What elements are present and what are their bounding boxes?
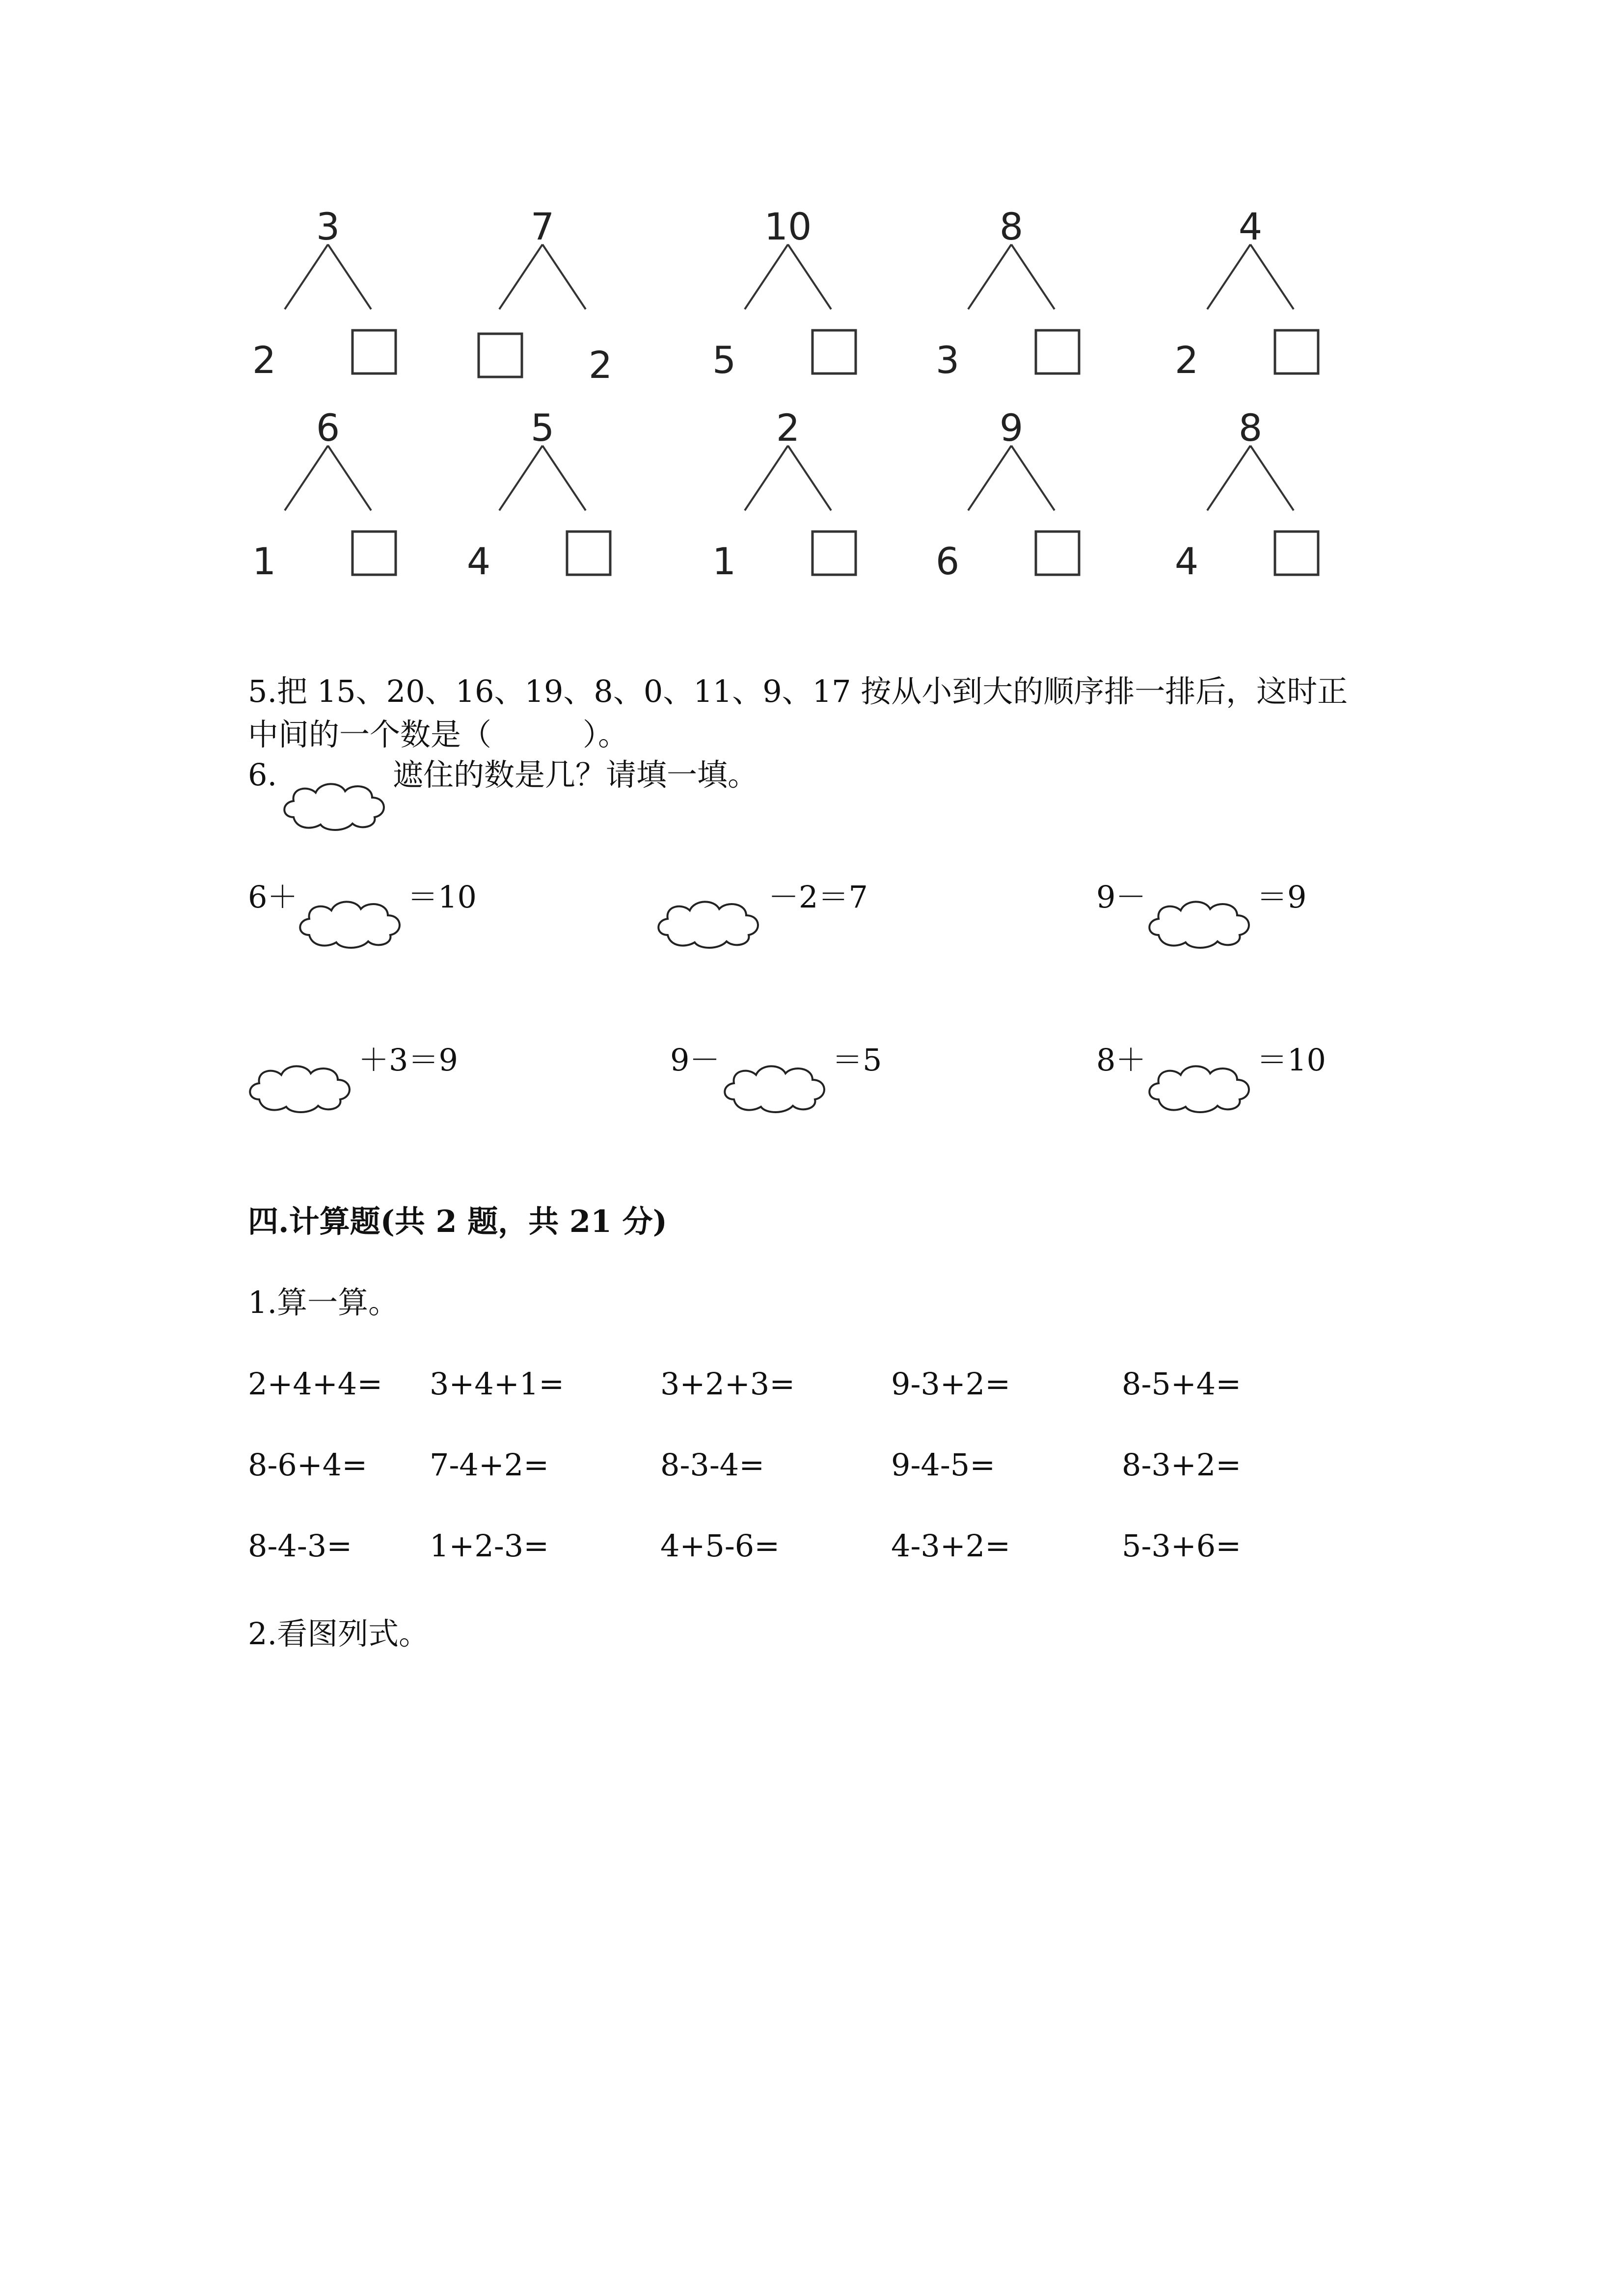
bond-top-number: 4 (1238, 205, 1263, 248)
cloud-icon (295, 893, 407, 952)
number-bond (467, 406, 610, 583)
bond-left-number: 1 (252, 539, 276, 583)
calc-expression: 9-3+2= (891, 1366, 1011, 1402)
number-bond (252, 406, 396, 583)
bond-left-branch (968, 244, 1011, 309)
bond-top-number: 10 (764, 205, 812, 248)
equation-after: ＝5 (832, 1042, 882, 1078)
calc-expression: 8-3+2= (1122, 1447, 1242, 1483)
bond-left-number: 2 (252, 338, 276, 382)
equation-after: ＋3＝9 (358, 1042, 458, 1078)
bond-top-number: 2 (776, 406, 800, 450)
cloud-icon (1144, 1058, 1257, 1117)
bond-left-branch (285, 244, 328, 309)
bond-left-branch (745, 446, 788, 510)
equation-after: ＝10 (407, 879, 477, 915)
bond-left-number: 3 (935, 338, 960, 382)
calc-expression: 8-4-3= (248, 1528, 352, 1564)
bond-top-number: 3 (316, 205, 340, 248)
bond-left-branch (285, 446, 328, 510)
number-bonds-figure (0, 0, 1624, 638)
answer-box (1036, 532, 1079, 575)
bond-top-number: 8 (999, 205, 1024, 248)
number-bond (252, 205, 396, 382)
answer-box (567, 532, 610, 575)
calc-expression: 8-3-4= (660, 1447, 765, 1483)
calc-expression: 7-4+2= (430, 1447, 549, 1483)
bond-left-number: 2 (1174, 338, 1199, 382)
answer-box (812, 330, 856, 374)
cloud-icon (719, 1058, 832, 1117)
number-bond (1175, 406, 1318, 583)
calc-expression: 1+2-3= (430, 1528, 549, 1564)
calc-expression: 2+4+4= (248, 1366, 383, 1402)
answer-box (352, 532, 396, 575)
question-5-line2: 中间的一个数是（ ）。 (248, 717, 629, 752)
answer-box (1275, 330, 1318, 374)
bond-right-branch (542, 244, 586, 309)
answer-box (1275, 532, 1318, 575)
bond-left-branch (1207, 244, 1250, 309)
calc-expression: 3+4+1= (430, 1366, 565, 1402)
bond-left-number: 6 (935, 539, 960, 583)
equation-after: －2＝7 (768, 879, 868, 915)
equation-before: 6＋ (248, 879, 298, 915)
bond-right-number: 2 (588, 343, 613, 387)
section-4-question-1: 1.算一算。 (248, 1284, 399, 1320)
bond-right-branch (1250, 244, 1294, 309)
bond-right-branch (542, 446, 586, 510)
equation-before: 8＋ (1096, 1042, 1146, 1078)
bond-right-branch (328, 446, 371, 510)
bond-top-number: 7 (530, 205, 555, 248)
answer-box (812, 532, 856, 575)
bond-right-branch (788, 446, 831, 510)
bond-left-number: 1 (712, 539, 736, 583)
question-6-number: 6. (248, 757, 277, 793)
bond-left-branch (745, 244, 788, 309)
number-bond (1175, 205, 1318, 382)
bond-left-number: 4 (466, 539, 491, 583)
bond-left-branch (499, 244, 542, 309)
question-5-line1: 5.把 15、20、16、19、8、0、11、9、17 按从小到大的顺序排一排后，这时正 (248, 673, 1348, 709)
cloud-icon (244, 1058, 357, 1117)
equation-after: ＝9 (1257, 879, 1307, 915)
bond-right-branch (1011, 446, 1055, 510)
equation-after: ＝10 (1257, 1042, 1326, 1078)
bond-left-branch (499, 446, 542, 510)
cloud-icon (279, 775, 392, 834)
bond-top-number: 8 (1238, 406, 1263, 450)
number-bond (479, 205, 612, 387)
cloud-icon (653, 893, 766, 952)
bond-right-branch (788, 244, 831, 309)
number-bond (936, 406, 1079, 583)
bond-top-number: 6 (316, 406, 340, 450)
answer-box (479, 334, 522, 377)
calc-expression: 8-6+4= (248, 1447, 368, 1483)
bond-top-number: 9 (999, 406, 1024, 450)
section-4-heading: 四.计算题(共 2 题，共 21 分) (248, 1203, 668, 1239)
bond-top-number: 5 (530, 406, 555, 450)
number-bond (712, 205, 856, 382)
calc-expression: 4+5-6= (660, 1528, 780, 1564)
bond-right-branch (1011, 244, 1055, 309)
bond-left-branch (1207, 446, 1250, 510)
bond-left-branch (968, 446, 1011, 510)
answer-box (1036, 330, 1079, 374)
calc-expression: 5-3+6= (1122, 1528, 1242, 1564)
equation-before: 9－ (1096, 879, 1146, 915)
cloud-icon (1144, 893, 1257, 952)
calc-expression: 9-4-5= (891, 1447, 996, 1483)
bond-right-branch (1250, 446, 1294, 510)
calc-expression: 4-3+2= (891, 1528, 1011, 1564)
bond-left-number: 5 (712, 338, 736, 382)
calc-expression: 3+2+3= (660, 1366, 795, 1402)
calc-expression: 8-5+4= (1122, 1366, 1242, 1402)
answer-box (352, 330, 396, 374)
number-bond (712, 406, 856, 583)
bond-left-number: 4 (1174, 539, 1199, 583)
question-6-text: 遮住的数是几？请填一填。 (393, 757, 758, 793)
number-bond (936, 205, 1079, 382)
equation-before: 9－ (670, 1042, 720, 1078)
bond-right-branch (328, 244, 371, 309)
section-4-question-2: 2.看图列式。 (248, 1616, 430, 1652)
